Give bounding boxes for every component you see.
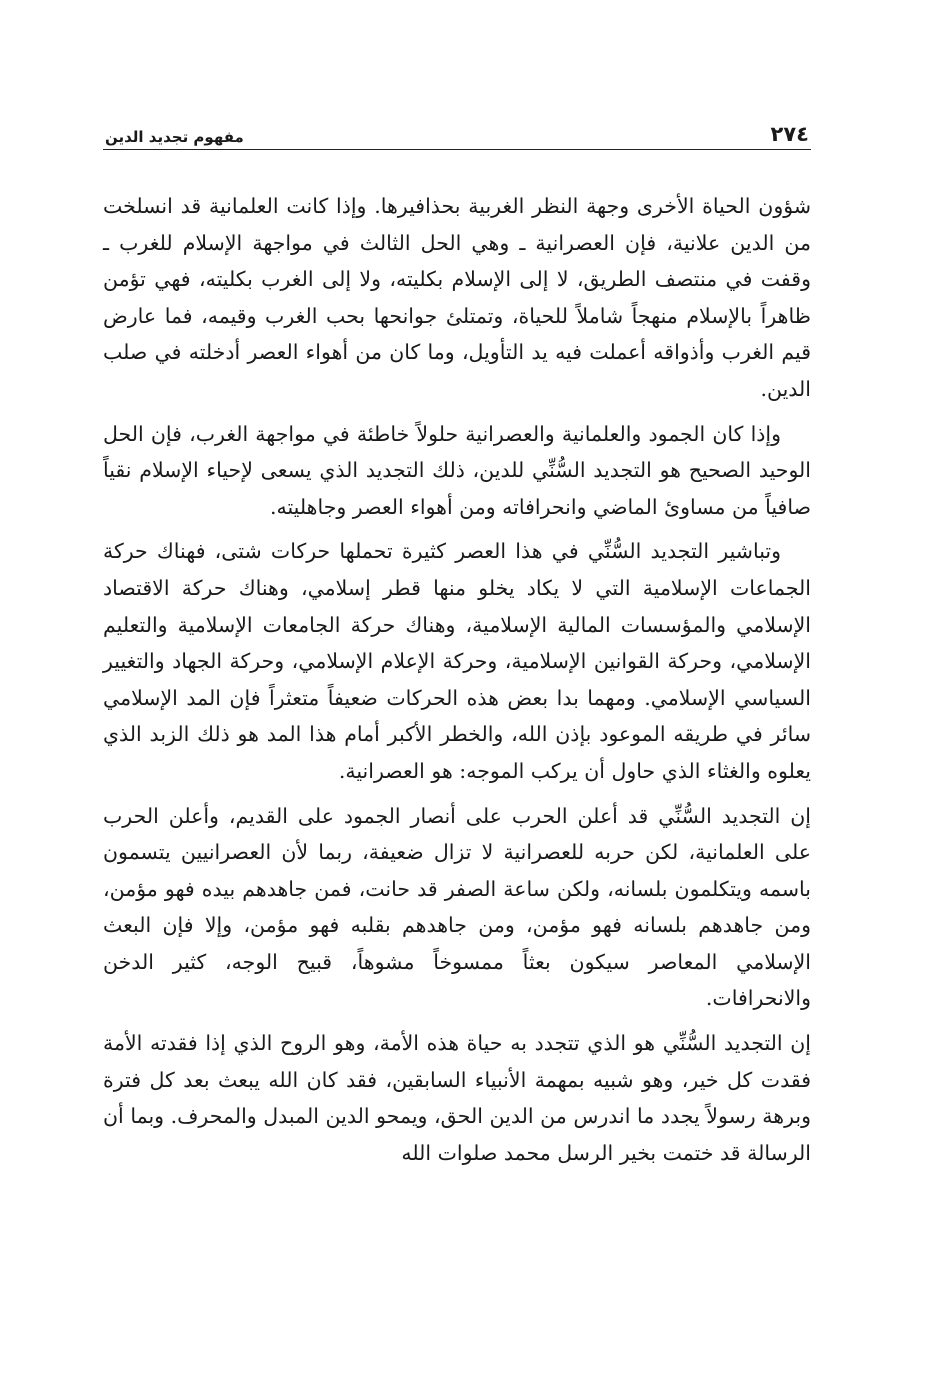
body-text (103, 188, 811, 1171)
running-header (103, 118, 811, 150)
running-title: مفهوم تجديد الدين (105, 128, 244, 146)
book-page (103, 118, 811, 1179)
paragraph-5: إن التجديد السُّنِّي هو الذي تتجدد به حياة هذه الأمة، وهو الروح الذي إذا فقدته الأمة فقدت كل خير، وهو شبيه بمهمة الأنبياء السابقين، فقد كان الله يبعث بعد كل فترة وبرهة رسولاً يجدد ما اندرس من الدين الحق، ويمحو الدين المبدل والمحرف. وبما أن الرسالة قد ختمت بخير الرسل محمد صلوات الله (103, 1031, 811, 1165)
page-number: ٢٧٤ (770, 122, 809, 146)
paragraph-1: شؤون الحياة الأخرى وجهة النظر الغربية بحذافيرها. وإذا كانت العلمانية قد انسلخت من الدين علانية، فإن العصرانية ـ وهي الحل الثالث في مواجهة الإسلام للغرب ـ وقفت في منتصف الطريق، لا إلى الإسلام بكليته، ولا إلى الغرب بكليته، فهي تؤمن ظاهراً بالإسلام منهجاً شاملاً للحياة، وتمتلئ جوانحها بحب الغرب وقيمه، فما عارض قيم الغرب وأذواقه أعملت فيه يد التأويل، وما كان من أهواء العصر أدخلته في صلب الدين. (103, 194, 811, 401)
paragraph-2: وإذا كان الجمود والعلمانية والعصرانية حلولاً خاطئة في مواجهة الغرب، فإن الحل الوحيد الصحيح هو التجديد السُّنِّي للدين، ذلك التجديد الذي يسعى لإحياء الإسلام نقياً صافياً من مساوئ الماضي وانحرافاته ومن أهواء العصر وجاهليته. (103, 421, 811, 519)
paragraph-3: وتباشير التجديد السُّنِّي في هذا العصر كثيرة تحملها حركات شتى، فهناك حركة الجماعات الإسلامية التي لا يكاد يخلو منها قطر إسلامي، وهناك حركة الاقتصاد الإسلامي والمؤسسات المالية الإسلامية، وهناك حركة الجامعات الإسلامية والتعليم الإسلامي، وحركة القوانين الإسلامية، وحركة الإعلام الإسلامي، وحركة الجهاد والتغيير السياسي الإسلامي. ومهما بدا بعض هذه الحركات ضعيفاً متعثراً فإن المد الإسلامي سائر في طريقه الموعود بإذن الله، والخطر الأكبر أمام هذا المد هو ذلك الزبد الذي يعلوه والغثاء الذي حاول أن يركب الموجه: هو العصرانية. (103, 539, 811, 783)
paragraph-4: إن التجديد السُّنِّي قد أعلن الحرب على أنصار الجمود على القديم، وأعلن الحرب على العلمانية، لكن حربه للعصرانية لا تزال ضعيفة، ربما لأن العصرانيين يتسمون باسمه ويتكلمون بلسانه، ولكن ساعة الصفر قد حانت، فمن جاهدهم بيده فهو مؤمن، ومن جاهدهم بلسانه فهو مؤمن، ومن جاهدهم بقلبه فهو مؤمن، وإلا فإن البعث الإسلامي المعاصر سيكون بعثاً ممسوخاً مشوهاً، قبيح الوجه، كثير الدخن والانحرافات. (103, 803, 811, 1011)
